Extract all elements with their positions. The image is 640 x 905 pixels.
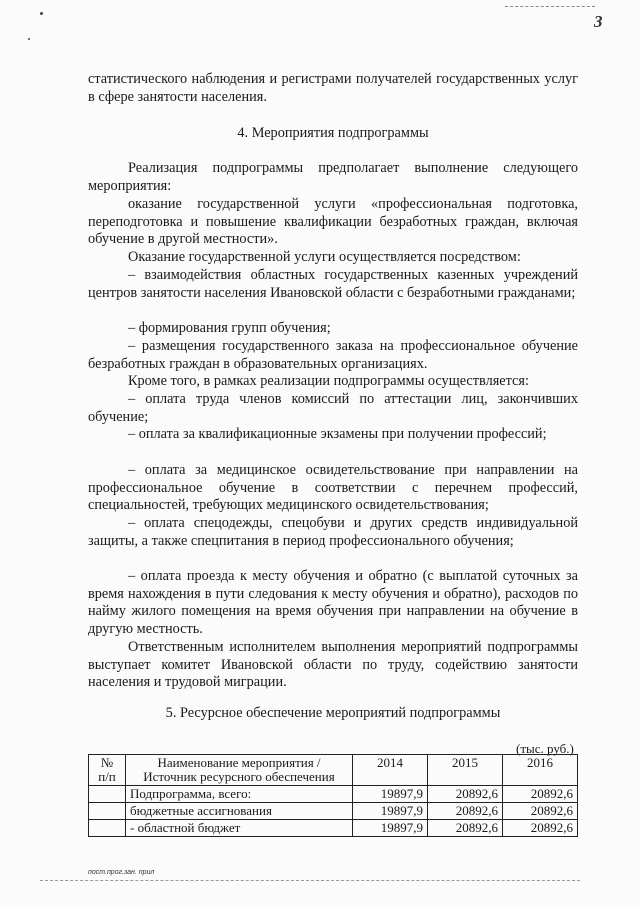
cell-2016: 20892,6 — [503, 820, 578, 837]
col-header-num-line1: № — [100, 755, 114, 770]
paragraph: Ответственным исполнителем выполнения мероприятий подпрограммы выступает комитет Ивановской области по труду, содействию занятости населения и трудовой миграции. — [88, 639, 578, 691]
cell-2014: 19897,9 — [353, 803, 428, 820]
intro-text: статистического наблюдения и регистрами получателей государственных услуг в сфере занятости населения. — [88, 71, 578, 105]
paragraph: Реализация подпрограммы предполагает выполнение следующего мероприятия: — [88, 160, 578, 194]
col-header-2015: 2015 — [428, 755, 503, 786]
table-row — [89, 786, 578, 803]
list-item: – размещения государственного заказа на профессиональное обучение безработных граждан в образовательных организациях. — [88, 338, 578, 372]
scan-mark — [28, 38, 30, 40]
cell-name: бюджетные ассигнования — [126, 803, 353, 820]
cell-2014: 19897,9 — [353, 820, 428, 837]
col-header-2016: 2016 — [503, 755, 578, 786]
resource-table — [88, 754, 578, 837]
paragraph: Кроме того, в рамках реализации подпрограммы осуществляется: — [128, 373, 529, 389]
table-header-row — [89, 755, 578, 786]
cell-2015: 20892,6 — [428, 803, 503, 820]
section-4-heading: 4. Мероприятия подпрограммы — [237, 125, 429, 141]
cell-2015: 20892,6 — [428, 820, 503, 837]
cell-num — [89, 786, 126, 803]
section-5-heading: 5. Ресурсное обеспечение мероприятий подпрограммы — [165, 705, 501, 721]
list-item: – оплата за квалификационные экзамены при получении профессий; — [128, 426, 547, 442]
table-row — [89, 820, 578, 837]
paragraph: Оказание государственной услуги осуществляется посредством: — [128, 249, 521, 265]
top-scan-rule — [505, 6, 595, 7]
list-item: – оплата труда членов комиссий по аттестации лиц, закончивших обучение; — [88, 391, 578, 425]
col-header-name-line2: Источник ресурсного обеспечения — [143, 769, 335, 784]
cell-num — [89, 803, 126, 820]
cell-2016: 20892,6 — [503, 803, 578, 820]
cell-name: Подпрограмма, всего: — [126, 786, 353, 803]
cell-2015: 20892,6 — [428, 786, 503, 803]
list-item: – оплата проезда к месту обучения и обратно (с выплатой суточных за время нахождения в пути следования к месту обучения и обратно), расходов по найму жилого помещения на время обучения при направлении на обучение в другую местность. — [88, 568, 578, 637]
cell-2014: 19897,9 — [353, 786, 428, 803]
cell-2016: 20892,6 — [503, 786, 578, 803]
cell-num — [89, 820, 126, 837]
col-header-num-line2: п/п — [98, 769, 116, 784]
list-item: – оплата спецодежды, спецобуви и других средств индивидуальной защиты, а также спецпитания в период профессионального обучения; — [88, 515, 578, 549]
bottom-scan-rule — [40, 880, 580, 881]
col-header-name — [126, 755, 353, 786]
scan-mark — [40, 12, 43, 15]
paragraph: оказание государственной услуги «профессиональная подготовка, переподготовка и повышение квалификации безработных граждан, включая обучение в другой местности». — [88, 196, 578, 248]
col-header-num — [89, 755, 126, 786]
cell-name: - областной бюджет — [126, 820, 353, 837]
list-item: – формирования групп обучения; — [128, 320, 331, 336]
list-item: – оплата за медицинское освидетельствование при направлении на профессиональное обучение в соответствии с перечнем профессий, специальностей, требующих медицинского освидетельствования; — [88, 462, 578, 514]
units-label: (тыс. руб.) — [516, 741, 574, 756]
page-number: 3 — [594, 12, 603, 31]
col-header-name-line1: Наименование мероприятия / — [157, 755, 321, 770]
table-row — [89, 803, 578, 820]
col-header-2014: 2014 — [353, 755, 428, 786]
list-item: – взаимодействия областных государственных казенных учреждений центров занятости населения Ивановской области с безработными гражданами; — [88, 267, 578, 301]
footer-file-note: пост.прог.зан. прил — [88, 869, 155, 876]
